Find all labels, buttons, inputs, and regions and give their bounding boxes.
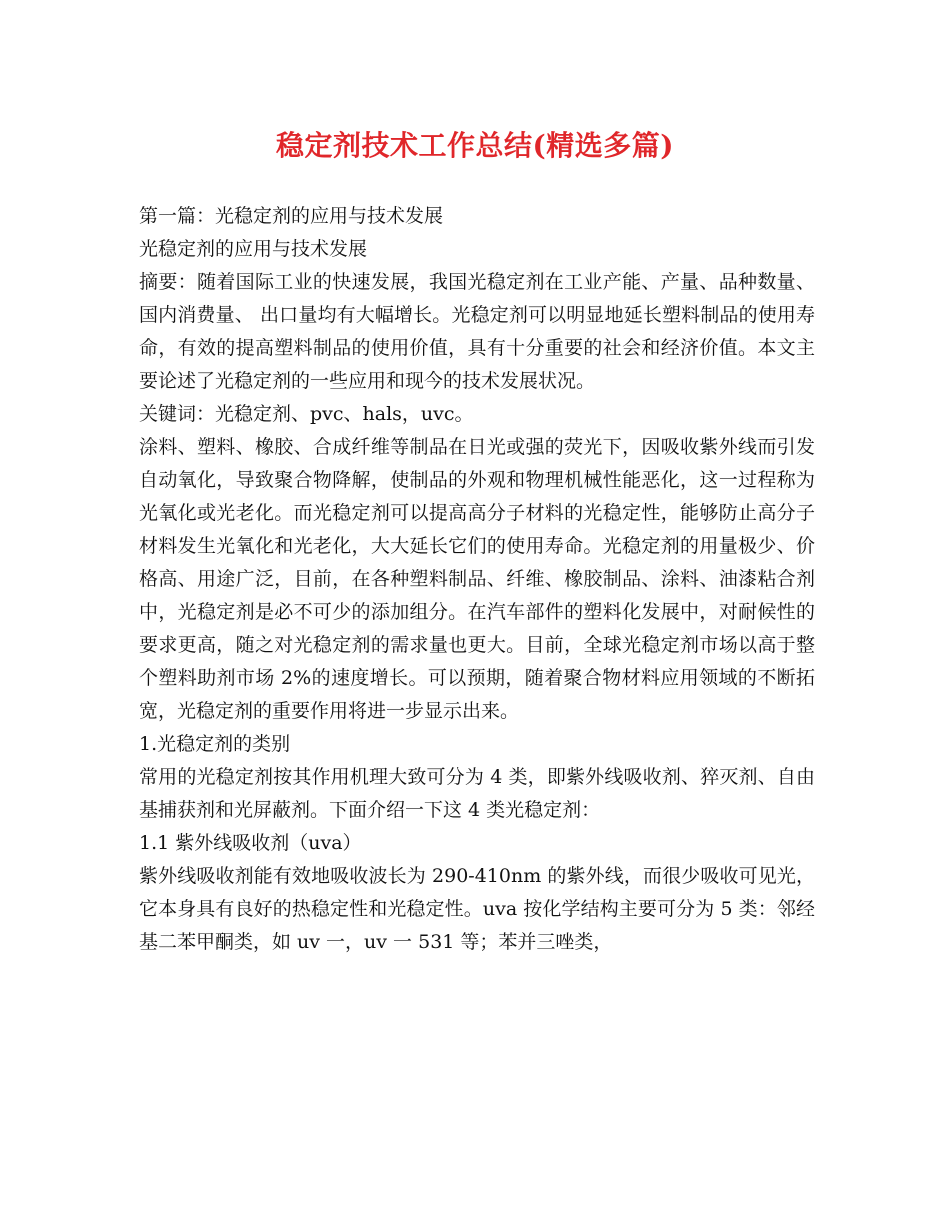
abstract-paragraph: 摘要：随着国际工业的快速发展，我国光稳定剂在工业产能、产量、品种数量、国内消费量、 出口量均有大幅增长。光稳定剂可以明显地延长塑料制品的使用寿命，有效的提高塑料制品的使用价值，具有十分重要的社会和经济价值。本文主要论述了光稳定剂的一些应用和现今的技术发展状况。 xyxy=(139,271,815,392)
subsection-heading: 1.1 紫外线吸收剂（uva） xyxy=(139,832,362,854)
intro-paragraph: 涂料、塑料、橡胶、合成纤维等制品在日光或强的荧光下，因吸收紫外线而引发自动氧化，导致聚合物降解，使制品的外观和物理机械性能恶化，这一过程称为光氧化或光老化。而光稳定剂可以提高高分子材料的光稳定性，能够防止高分子材料发生光氧化和光老化，大大延长它们的使用寿命。光稳定剂的用量极少、价格高、用途广泛，目前，在各种塑料制品、纤维、橡胶制品、涂料、油漆粘合剂中，光稳定剂是必不可少的添加组分。在汽车部件的塑料化发展中，对耐候性的要求更高，随之对光稳定剂的需求量也更大。目前，全球光稳定剂市场以高于整个塑料助剂市场 2%的速度增长。可以预期，随着聚合物材料应用领域的不断拓宽，光稳定剂的重要作用将进一步显示出来。 xyxy=(139,436,815,722)
subsection-heading: 1.光稳定剂的类别 xyxy=(139,733,291,755)
section-heading: 第一篇：光稳定剂的应用与技术发展 xyxy=(139,205,444,227)
keywords-paragraph: 关键词：光稳定剂、pvc、hals，uvc。 xyxy=(139,403,474,425)
category-paragraph: 常用的光稳定剂按其作用机理大致可分为 4 类，即紫外线吸收剂、猝灭剂、自由基捕获剂和光屏蔽剂。下面介绍一下这 4 类光稳定剂： xyxy=(139,766,815,821)
document-title: 稳定剂技术工作总结(精选多篇) xyxy=(276,129,674,162)
document-body xyxy=(139,200,815,959)
article-title: 光稳定剂的应用与技术发展 xyxy=(139,238,368,260)
uva-paragraph: 紫外线吸收剂能有效地吸收波长为 290-410nm 的紫外线，而很少吸收可见光，它本身具有良好的热稳定性和光稳定性。uva 按化学结构主要可分为 5 类：邻经基二苯甲酮类，如 uv 一，uv 一 531 等；苯并三唑类， xyxy=(139,865,815,953)
